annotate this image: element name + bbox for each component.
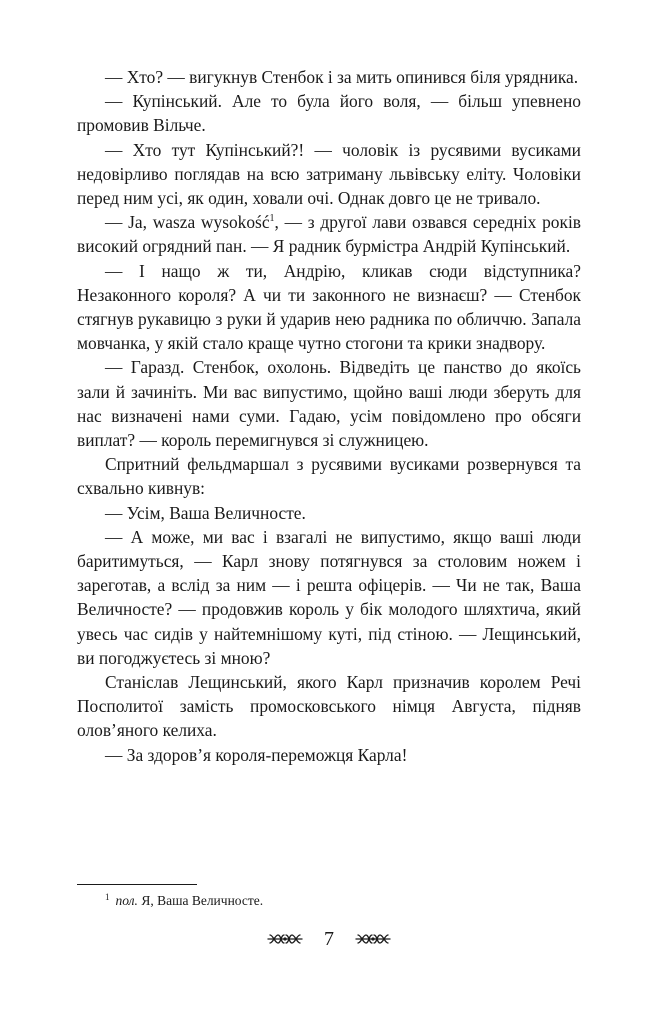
page-body	[77, 65, 581, 767]
ornament-left-icon	[267, 932, 303, 946]
paragraph-text-before-ref: — Ja, wasza wysokość	[105, 212, 270, 233]
page-number: 7	[324, 928, 334, 951]
paragraph-text-after-ref: , — з другої лави озвався середніх років високий огрядний пан. — Я радник бурмістра Андрій Купінський.	[77, 212, 581, 257]
footnote-number: 1	[105, 891, 110, 902]
footnote-divider	[77, 884, 197, 885]
paragraph: — Усім, Ваша Величносте.	[105, 502, 306, 523]
ornament-right-icon	[355, 932, 391, 946]
paragraph: Спритний фельдмаршал з русявими вусиками розвернувся та схвально кивнув:	[77, 454, 581, 499]
paragraph: — А може, ми вас і взагалі не випустимо, якщо ваші люди баритимуться, — Карл знову потягнувся за столовим ножем і зареготав, а вслід за ним — і решта офіцерів. — Чи не так, Ваша Величносте? — продовжив король у бік молодого шляхтича, який увесь час сидів у найтемнішому куті, під стіною. — Лещинський, ви погоджуєтесь зі мною?	[77, 526, 581, 668]
paragraph: — Хто тут Купінський?! — чоловік із русявими вусиками недовірливо поглядав на всю затриману львівську еліту. Чоловіки перед ним усі, як один, ховали очі. Однак довго це не тривало.	[77, 139, 581, 209]
paragraph: Станіслав Лещинський, якого Карл призначив королем Речі Посполитої замість промосковського німця Августа, підняв олов’яного келиха.	[77, 672, 581, 741]
paragraph-with-footnote	[77, 210, 581, 258]
footnote	[77, 892, 581, 910]
footnote-text: Я, Ваша Величносте.	[137, 893, 264, 908]
paragraph: — Купінський. Але то була його воля, — більш упевнено промовив Вільче.	[77, 91, 581, 136]
paragraph: — За здоров’я короля-переможця Карла!	[105, 744, 408, 765]
footnote-reference: 1	[269, 213, 275, 225]
page-footer	[0, 926, 658, 951]
footnote-language-abbrev: пол.	[115, 893, 138, 908]
paragraph: — Гаразд. Стенбок, охолонь. Відведіть це панство до якоїсь зали й зачиніть. Ми вас випустимо, щойно ваші люди зберуть для нас визначені нами суми. Гадаю, усім повідомлено про обсяги виплат? — король перемигнувся зі служницею.	[77, 357, 581, 451]
paragraph: — І нащо ж ти, Андрію, кликав сюди відступника? Незаконного короля? А чи ти законного не визнаєш? — Стенбок стягнув рукавицю з руки й ударив нею радника по обличчю. Запала мовчанка, у якій стало краще чутно стогони та крики знадвору.	[77, 260, 581, 354]
paragraph: — Хто? — вигукнув Стенбок і за мить опинився біля урядника.	[105, 67, 579, 87]
